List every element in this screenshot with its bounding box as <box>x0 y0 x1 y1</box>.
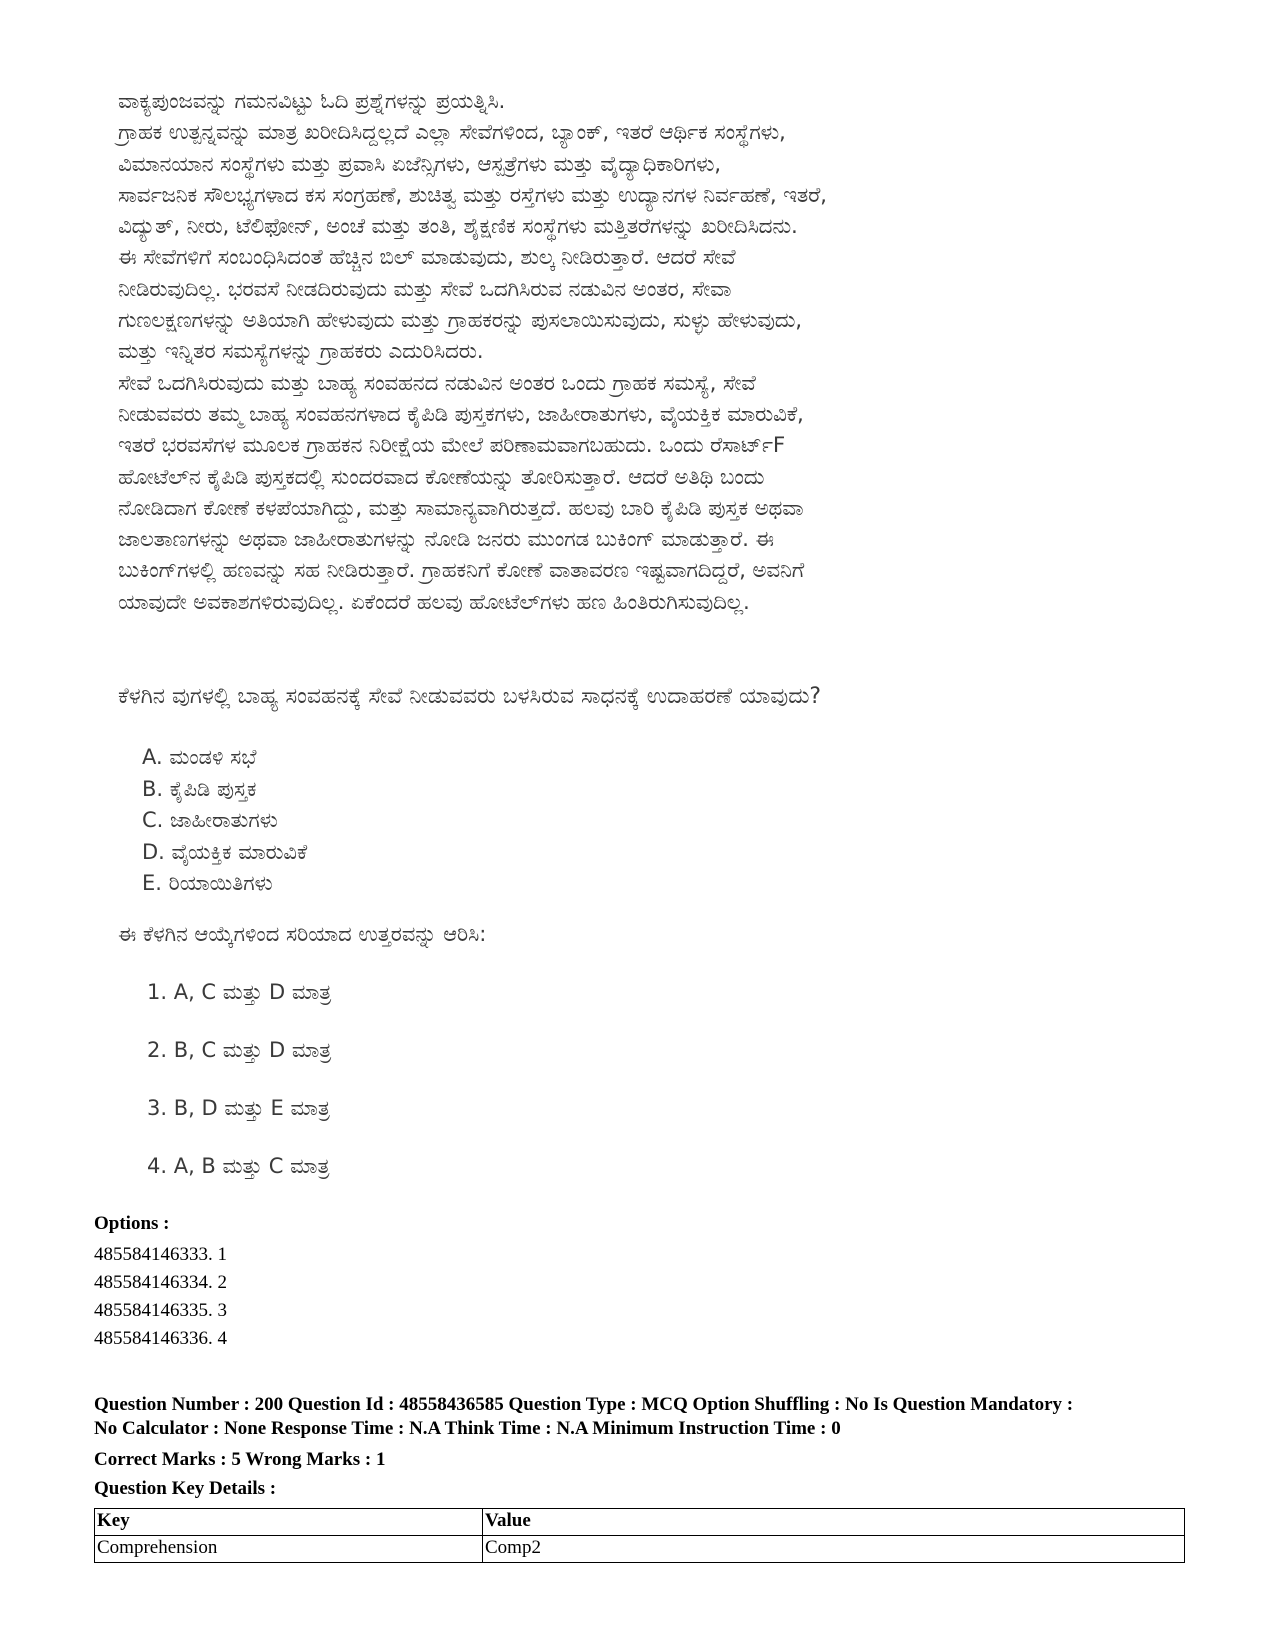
table-header-row <box>95 1509 1185 1536</box>
passage-line: ವಿಮಾನಯಾನ ಸಂಸ್ಥೆಗಳು ಮತ್ತು ಪ್ರವಾಸಿ ಏಜೆನ್ಸಿಗಳು, ಆಸ್ಪತ್ರೆಗಳು ಮತ್ತು ವೈದ್ಯಾಧಿಕಾರಿಗಳು, <box>118 151 721 177</box>
question-metadata <box>94 1393 1184 1440</box>
passage-line: ನೀಡುವವರು ತಮ್ಮ ಬಾಹ್ಯ ಸಂವಹನಗಳಾದ ಕೈಪಿಡಿ ಪುಸ್ತಕಗಳು, ಜಾಹೀರಾತುಗಳು, ವೈಯಕ್ತಿಕ ಮಾರುವಿಕೆ, <box>118 401 804 427</box>
choice-item: 2. B, C ಮತ್ತು D ಮಾತ್ರ <box>147 1038 332 1062</box>
table-header-cell: Key <box>95 1509 483 1536</box>
choice-item: 3. B, D ಮತ್ತು E ಮಾತ್ರ <box>147 1096 330 1120</box>
key-details-table <box>94 1508 1185 1563</box>
passage-line: ಬುಕಿಂಗ್‌ಗಳಲ್ಲಿ ಹಣವನ್ನು ಸಹ ನೀಡಿರುತ್ತಾರೆ. ಗ್ರಾಹಕನಿಗೆ ಕೋಣೆ ವಾತಾವರಣ ಇಷ್ಟವಾಗದಿದ್ದರೆ, ಅವನಿಗೆ <box>118 558 805 584</box>
metadata-line: Question Number : 200 Question Id : 48558436585 Question Type : MCQ Option Shuffling : No Is Question Mandatory : <box>94 1394 1074 1415</box>
passage-line: ವಾಕ್ಯಪುಂಜವನ್ನು ಗಮನವಿಟ್ಟು ಓದಿ ಪ್ರಶ್ನೆಗಳನ್ನು ಪ್ರಯತ್ನಿಸಿ. <box>118 89 506 114</box>
option-id: 485584146335. 3 <box>94 1300 227 1321</box>
passage-image <box>118 86 1178 618</box>
metadata-line: No Calculator : None Response Time : N.A Think Time : N.A Minimum Instruction Time : 0 <box>94 1417 841 1439</box>
table-row <box>95 1536 1185 1563</box>
table-cell: Comprehension <box>95 1536 483 1563</box>
choice-item: 4. A, B ಮತ್ತು C ಮಾತ್ರ <box>147 1154 330 1178</box>
statement-item: B. ಕೈಪಿಡಿ ಪುಸ್ತಕ <box>142 776 257 801</box>
passage-line: ಯಾವುದೇ ಅವಕಾಶಗಳಿರುವುದಿಲ್ಲ. ಏಕೆಂದರೆ ಹಲವು ಹೋಟೆಲ್‌ಗಳು ಹಣ ಹಿಂತಿರುಗಿಸುವುದಿಲ್ಲ. <box>118 589 750 615</box>
passage-line: ಹೋಟೆಲ್‌ನ ಕೈಪಿಡಿ ಪುಸ್ತಕದಲ್ಲಿ ಸುಂದರವಾದ ಕೋಣೆಯನ್ನು ತೋರಿಸುತ್ತಾರೆ. ಆದರೆ ಅತಿಥಿ ಬಂದು <box>118 464 765 490</box>
passage-line: ಸಾರ್ವಜನಿಕ ಸೌಲಭ್ಯಗಳಾದ ಕಸ ಸಂಗ್ರಹಣೆ, ಶುಚಿತ್ವ ಮತ್ತು ರಸ್ತೆಗಳು ಮತ್ತು ಉದ್ಯಾನಗಳ ನಿರ್ವಹಣೆ, ಇತರೆ, <box>118 182 827 208</box>
table-header-cell: Value <box>483 1509 1185 1536</box>
choice-list <box>147 980 331 1212</box>
passage-line: ಗುಣಲಕ್ಷಣಗಳನ್ನು ಅತಿಯಾಗಿ ಹೇಳುವುದು ಮತ್ತು ಗ್ರಾಹಕರನ್ನು ಪುಸಲಾಯಿಸುವುದು, ಸುಳ್ಳು ಹೇಳುವುದು, <box>118 308 802 334</box>
passage-line: ಇತರೆ ಭರವಸೆಗಳ ಮೂಲಕ ಗ್ರಾಹಕನ ನಿರೀಕ್ಷೆಯ ಮೇಲೆ ಪರಿಣಾಮವಾಗಬಹುದು. ಒಂದು ರೆಸಾರ್ಟ್F <box>118 433 786 459</box>
passage-line: ಈ ಸೇವೆಗಳಿಗೆ ಸಂಬಂಧಿಸಿದಂತೆ ಹೆಚ್ಚಿನ ಬಿಲ್ ಮಾಡುವುದು, ಶುಲ್ಕ ನೀಡಿರುತ್ತಾರೆ. ಆದರೆ ಸೇವೆ <box>118 245 736 271</box>
key-details-heading: Question Key Details : <box>94 1478 277 1499</box>
statement-list <box>142 742 307 900</box>
passage-line: ವಿದ್ಯುತ್, ನೀರು, ಟೆಲಿಫೋನ್, ಅಂಚೆ ಮತ್ತು ತಂತಿ, ಶೈಕ್ಷಣಿಕ ಸಂಸ್ಥೆಗಳು ಮತ್ತಿತರೆಗಳನ್ನು ಖರೀದಿಸಿದನು. <box>118 214 798 240</box>
passage-line: ಗ್ರಾಹಕ ಉತ್ಪನ್ನವನ್ನು ಮಾತ್ರ ಖರೀದಿಸಿದ್ದಲ್ಲದೆ ಎಲ್ಲಾ ಸೇವೆಗಳಿಂದ, ಬ್ಯಾಂಕ್, ಇತರೆ ಆರ್ಥಿಕ ಸಂಸ್ಥೆಗಳು, <box>118 120 786 146</box>
option-id: 485584146334. 2 <box>94 1272 227 1293</box>
statement-item: A. ಮಂಡಳಿ ಸಭೆ <box>142 745 257 769</box>
option-id: 485584146336. 4 <box>94 1328 227 1349</box>
passage-line: ನೋಡಿದಾಗ ಕೋಣೆ ಕಳಪೆಯಾಗಿದ್ದು, ಮತ್ತು ಸಾಮಾನ್ಯವಾಗಿರುತ್ತದೆ. ಹಲವು ಬಾರಿ ಕೈಪಿಡಿ ಪುಸ್ತಕ ಅಥವಾ <box>118 495 804 521</box>
passage <box>118 86 1178 618</box>
passage-line: ಮತ್ತು ಇನ್ನಿತರ ಸಮಸ್ಯೆಗಳನ್ನು ಗ್ರಾಹಕರು ಎದುರಿಸಿದರು. <box>118 339 484 365</box>
table-cell: Comp2 <box>483 1536 1185 1563</box>
statement-item: C. ಜಾಹೀರಾತುಗಳು <box>142 808 278 832</box>
statement-item: E. ರಿಯಾಯಿತಿಗಳು <box>142 871 273 895</box>
marks-info: Correct Marks : 5 Wrong Marks : 1 <box>94 1449 386 1470</box>
options-list <box>94 1241 227 1353</box>
options-heading: Options : <box>94 1213 170 1234</box>
choice-item: 1. A, C ಮತ್ತು D ಮಾತ್ರ <box>147 980 332 1004</box>
option-id: 485584146333. 1 <box>94 1244 227 1265</box>
passage-line: ನೀಡಿರುವುದಿಲ್ಲ. ಭರವಸೆ ನೀಡದಿರುವುದು ಮತ್ತು ಸೇವೆ ಒದಗಿಸಿರುವ ನಡುವಿನ ಅಂತರ, ಸೇವಾ <box>118 276 732 302</box>
passage-line: ಜಾಲತಾಣಗಳನ್ನು ಅಥವಾ ಜಾಹೀರಾತುಗಳನ್ನು ನೋಡಿ ಜನರು ಮುಂಗಡ ಬುಕಿಂಗ್ ಮಾಡುತ್ತಾರೆ. ಈ <box>118 527 774 553</box>
statement-item: D. ವೈಯಕ್ತಿಕ ಮಾರುವಿಕೆ <box>142 839 308 864</box>
passage-line: ಸೇವೆ ಒದಗಿಸಿರುವುದು ಮತ್ತು ಬಾಹ್ಯ ಸಂವಹನದ ನಡುವಿನ ಅಂತರ ಒಂದು ಗ್ರಾಹಕ ಸಮಸ್ಯೆ, ಸೇವೆ <box>118 370 756 396</box>
answer-instruction: ಈ ಕೆಳಗಿನ ಆಯ್ಕೆಗಳಿಂದ ಸರಿಯಾದ ಉತ್ತರವನ್ನು ಆರಿಸಿ: <box>118 922 487 946</box>
question-text: ಕೆಳಗಿನ ವುಗಳಲ್ಲಿ ಬಾಹ್ಯ ಸಂವಹನಕ್ಕೆ ಸೇವೆ ನೀಡುವವರು ಬಳಸಿರುವ ಸಾಧನಕ್ಕೆ ಉದಾಹರಣೆ ಯಾವುದು? <box>118 684 822 709</box>
